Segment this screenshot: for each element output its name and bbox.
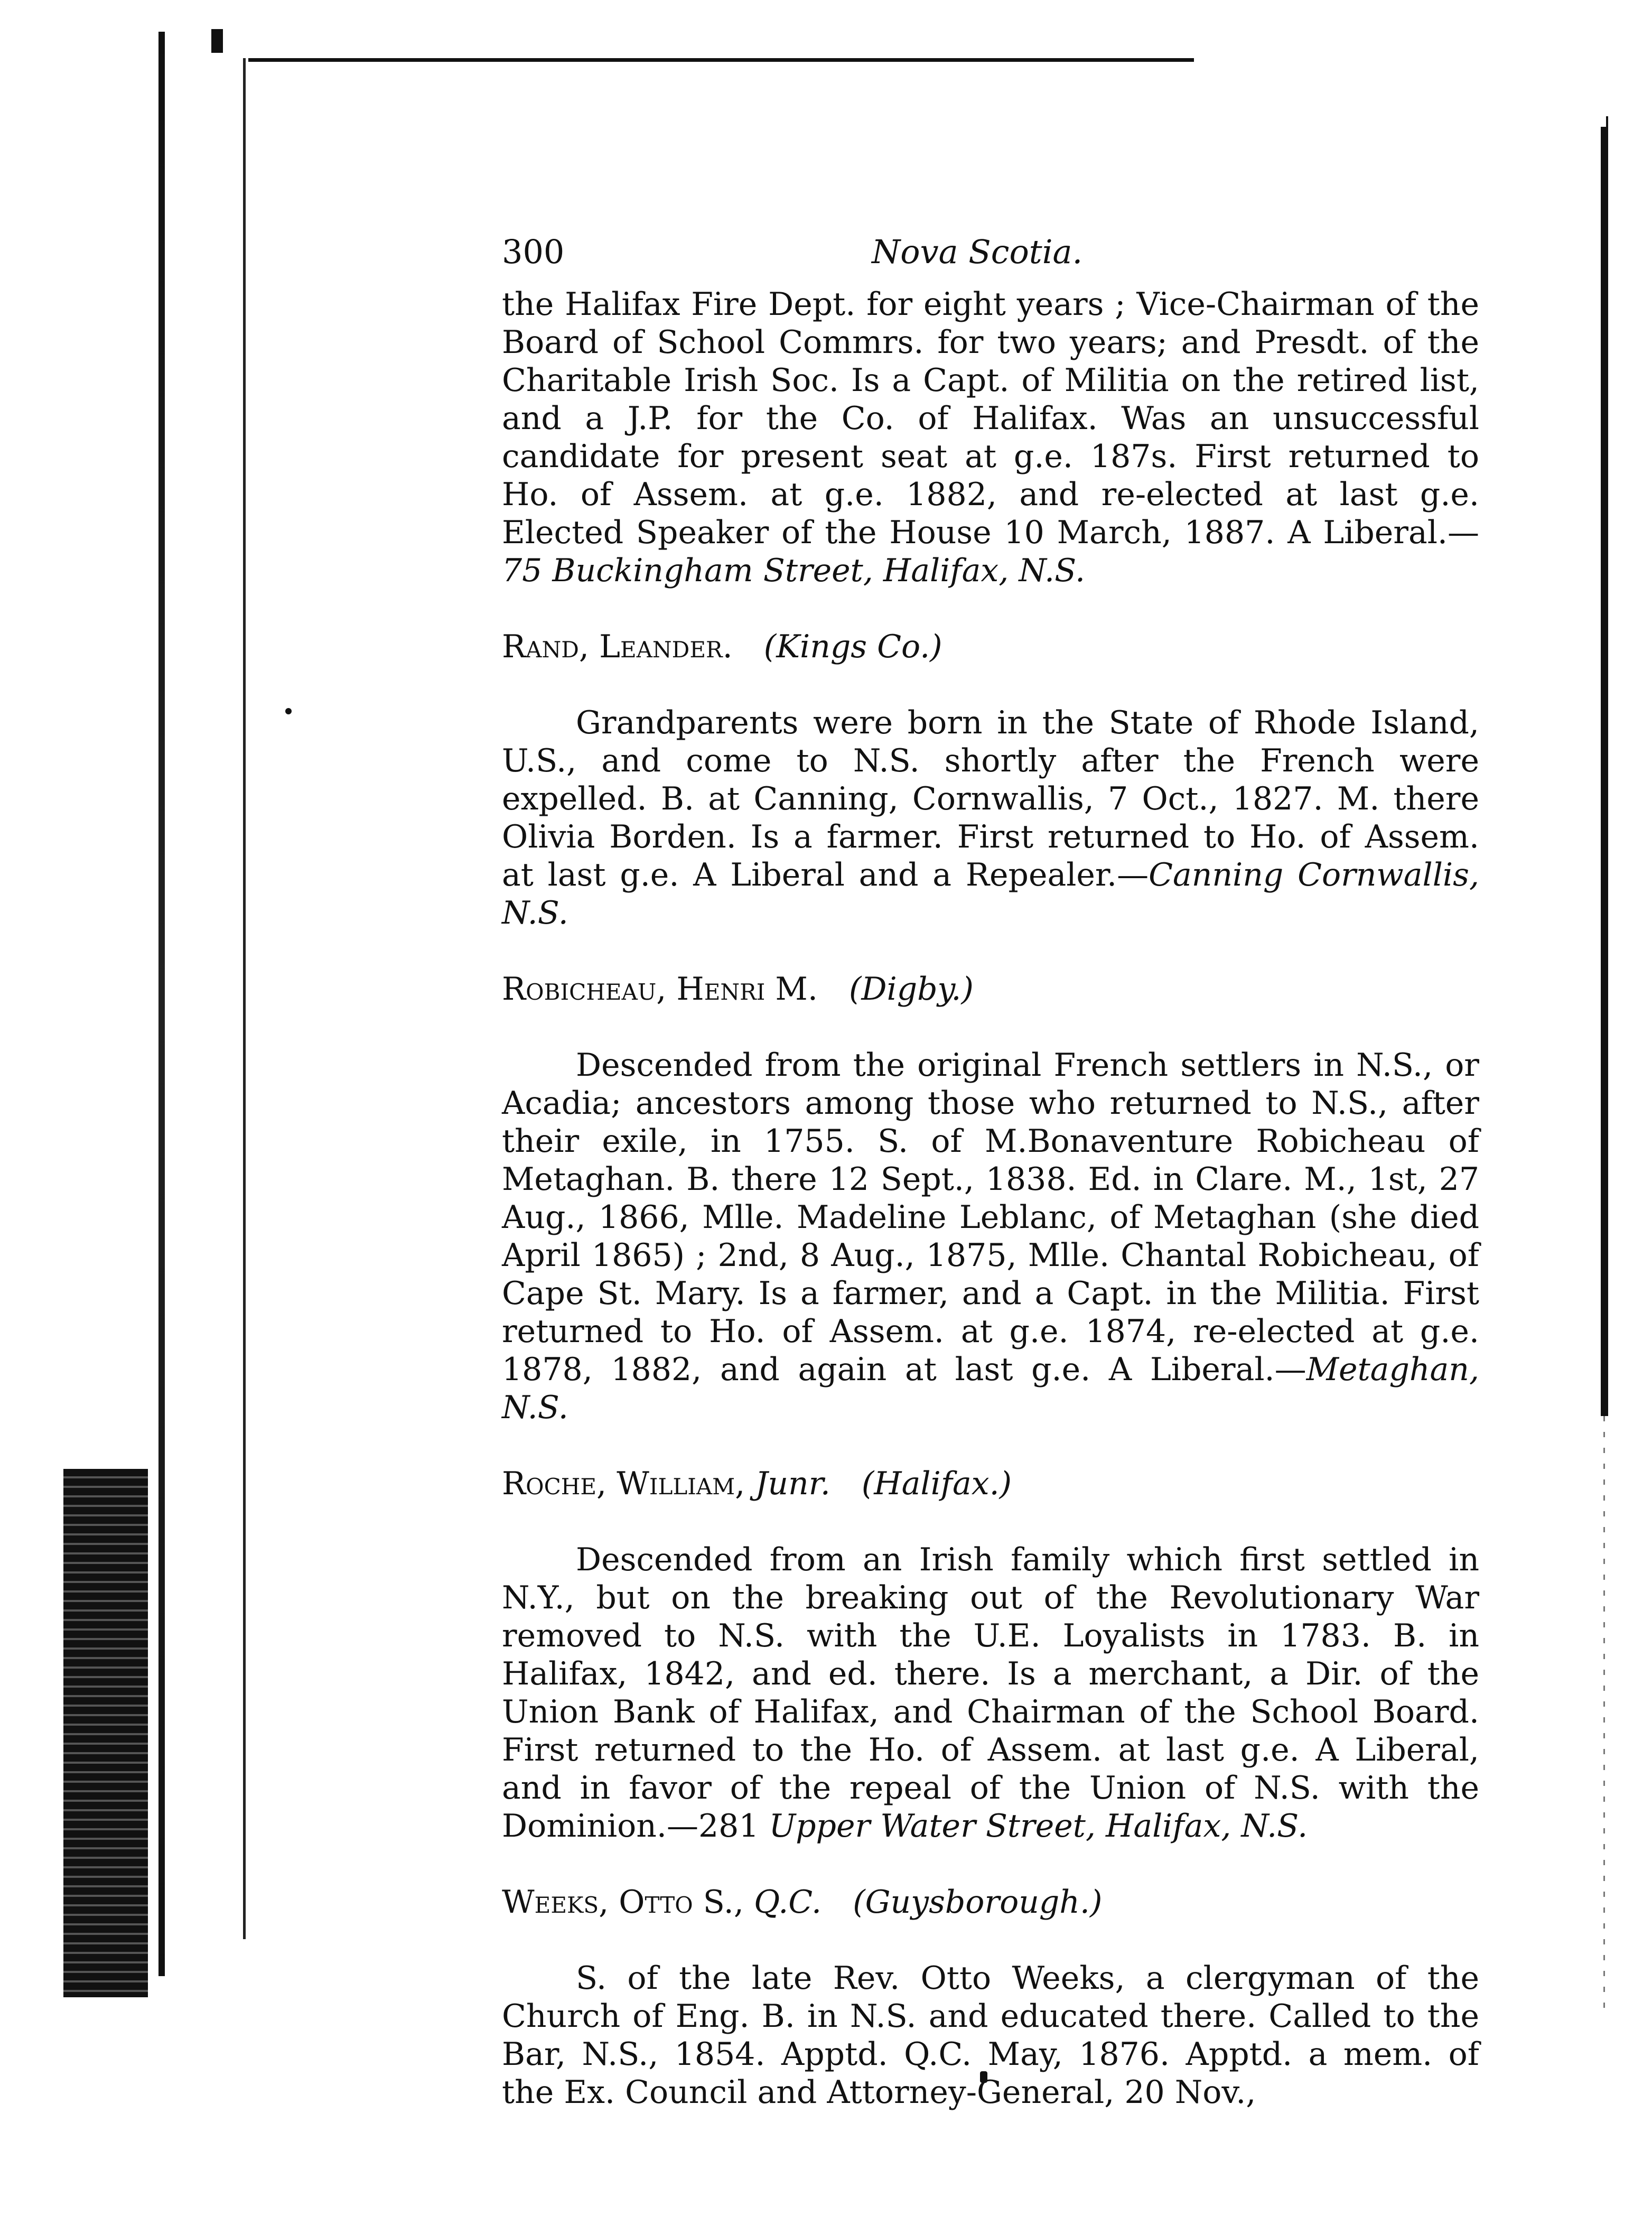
entry-surname: Weeks, xyxy=(502,1884,609,1921)
right-binding-edge xyxy=(1601,127,1608,1416)
left-binding-edge xyxy=(158,32,165,1976)
entry-constituency: (Halifax.) xyxy=(861,1465,1012,1502)
entry-body xyxy=(502,1046,1479,1427)
entry-address: Metaghan, N.S. xyxy=(502,1351,1479,1426)
top-rule xyxy=(248,58,1194,62)
entry-surname: Robicheau, xyxy=(502,971,667,1008)
entry-heading xyxy=(502,1883,1479,1921)
entry-heading xyxy=(502,970,1479,1008)
binding-corner-mark xyxy=(211,29,223,53)
page-number: 300 xyxy=(502,232,565,271)
right-edge-dashes xyxy=(1603,1416,1605,2008)
entry-name-suffix: Junr. xyxy=(755,1465,830,1502)
entry-heading xyxy=(502,628,1479,666)
intro-address: 75 Buckingham Street, Halifax, N.S. xyxy=(502,552,1086,589)
scan-speck xyxy=(285,708,292,714)
running-title: Nova Scotia. xyxy=(872,232,1083,271)
intro-text: the Halifax Fire Dept. for eight years ; Vice-Chairman of the Board of School Commrs. for two years; and Presdt. of the Charitable Irish Soc. Is a Capt. of Militia on the retired list, and a J.P. for the Co. of Halifax. Was an unsuccessful candidate for present seat at g.e. 187s. First returned to Ho. of Assem. at g.e. 1882, and re-elected at last g.e. Elected Speaker of the House 10 March, 1887. A Liberal.— xyxy=(502,286,1479,551)
entry-body xyxy=(502,1541,1479,1845)
entry-body-text: Descended from an Irish family which first settled in N.Y., but on the breaking out of the Revolutionary War removed to N.S. with the U.E. Loyalists in 1783. B. in Halifax, 1842, and ed. there. Is a merchant, a Dir. of the Union Bank of Halifax, and Chairman of the School Board. First returned to the Ho. of Assem. at last g.e. A Liberal, and in favor of the repeal of the Union of N.S. with the Dominion.—281 xyxy=(502,1541,1479,1845)
intro-paragraph xyxy=(502,285,1479,590)
entry-given-name: William, xyxy=(617,1465,745,1502)
entry-address: Upper Water Street, Halifax, N.S. xyxy=(769,1808,1308,1845)
entry-constituency: (Kings Co.) xyxy=(763,628,942,665)
book-page xyxy=(502,232,1479,2111)
entry-name-suffix: Q.C. xyxy=(754,1884,822,1921)
entry-body xyxy=(502,1959,1479,2111)
entry-address: Canning Cornwallis, N.S. xyxy=(502,857,1479,932)
entry-body-text: S. of the late Rev. Otto Weeks, a clergyman of the Church of Eng. B. in N.S. and educated there. Called to the Bar, N.S., 1854. Apptd. Q.C. May, 1876. Apptd. a mem. of the Ex. Council and Attorney-General, 20 Nov., xyxy=(502,1960,1479,2111)
entry-surname: Rand, xyxy=(502,628,590,665)
entry-body xyxy=(502,704,1479,932)
entry-body-text: Descended from the original French settlers in N.S., or Acadia; ancestors among those who returned to N.S., after their exile, in 1755. S. of M.Bonaventure Robicheau of Metaghan. B. there 12 Sept., 1838. Ed. in Clare. M., 1st, 27 Aug., 1866, Mlle. Madeline Leblanc, of Metaghan (she died April 1865) ; 2nd, 8 Aug., 1875, Mlle. Chantal Robicheau, of Cape St. Mary. Is a farmer, and a Capt. in the Militia. First returned to Ho. of Assem. at g.e. 1874, re-elected at g.e. 1878, 1882, and again at last g.e. A Liberal.— xyxy=(502,1047,1479,1388)
left-binding-shadow xyxy=(63,1469,148,1997)
entry-heading xyxy=(502,1465,1479,1503)
entry-surname: Roche, xyxy=(502,1465,607,1502)
entry-given-name: Leander. xyxy=(599,628,733,665)
entry-given-name: Otto S., xyxy=(619,1884,744,1921)
entry-body-text: Grandparents were born in the State of Rhode Island, U.S., and come to N.S. shortly after the French were expelled. B. at Canning, Cornwallis, 7 Oct., 1827. M. there Olivia Borden. Is a farmer. First returned to Ho. of Assem. at last g.e. A Liberal and a Repealer.— xyxy=(502,704,1479,893)
entry-given-name: Henri M. xyxy=(676,971,818,1008)
entry-constituency: (Digby.) xyxy=(848,971,974,1008)
left-margin-rule xyxy=(243,58,246,1939)
entry-constituency: (Guysborough.) xyxy=(853,1884,1103,1921)
running-head xyxy=(502,232,1479,285)
